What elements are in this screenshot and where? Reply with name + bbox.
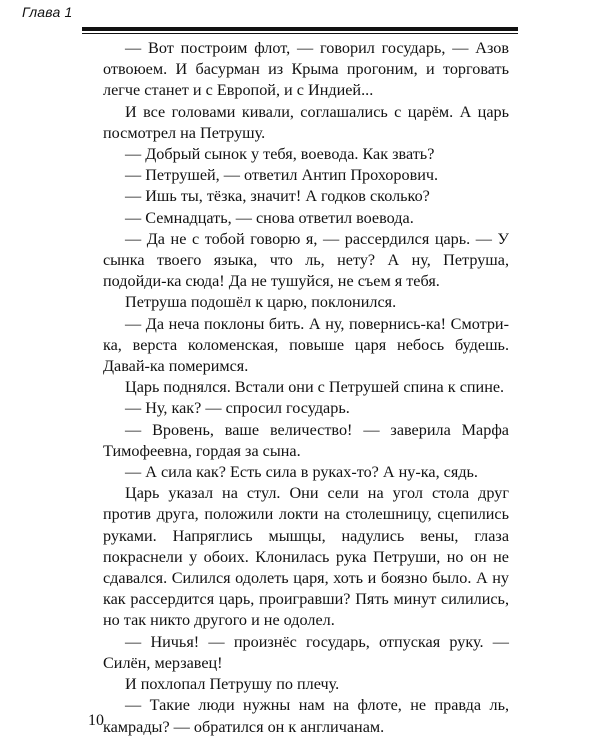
paragraph: Царь указал на стул. Они сели на угол стола друг против друга, положили локти на столешницу, сцепились руками. Напряглись мышцы, надулись вены, глаза покраснели у обоих. Клонилась рука Петруши, но он не сдавался. Силился одолеть царя, хоть и боязно было. А ну как рассердится царь, проигравши? Пять минут силились, но так никто другого и не одолел.: [103, 484, 509, 630]
paragraph: — Да не с тобой говорю я, — рассердился царь. — У сынка твоего языка, что ль, нету? А ну, Петруша, подойди-ка сюда! Да не тушуйся, не съем я тебя.: [103, 229, 509, 291]
paragraph: — Ишь ты, тёзка, значит! А годков сколько?: [125, 187, 430, 206]
paragraph: — А сила как? Есть сила в руках-то? А ну-ка, сядь.: [125, 463, 478, 482]
paragraph: — Добрый сынок у тебя, воевода. Как звать?: [125, 145, 435, 164]
paragraph: Царь поднялся. Встали они с Петрушей спина к спине.: [125, 378, 505, 397]
paragraph: — Вот построим флот, — говорил государь, — Азов отвоюем. И басурман из Крыма прогоним, и торговать легче станет и с Европой, и с Индией...: [103, 39, 509, 100]
paragraph: — Семнадцать, — снова ответил воевода.: [125, 208, 414, 227]
paragraph: — Вровень, ваше величество! — заверила Марфа Тимофеевна, гордая за сына.: [103, 420, 509, 460]
header-rule-thick: [82, 27, 518, 31]
paragraph: — Петрушей, — ответил Антип Прохорович.: [125, 166, 439, 185]
body-text: [103, 38, 509, 738]
paragraph: — Да неча поклоны бить. А ну, повернись-ка! Смотри-ка, верста коломенская, повыше царя небось будешь. Давай-ка померимся.: [103, 314, 509, 376]
paragraph: И похлопал Петрушу по плечу.: [125, 675, 340, 694]
page-number: 10: [88, 712, 104, 729]
paragraph: — Такие люди нужны нам на флоте, не правда ль, камрады? — обратился он к англичанам.: [103, 696, 509, 736]
paragraph: — Ничья! — произнёс государь, отпуская руку. — Силён, мерзавец!: [103, 632, 509, 672]
header-rule-thin: [82, 33, 518, 34]
chapter-running-head: Глава 1: [22, 4, 73, 20]
paragraph: Петруша подошёл к царю, поклонился.: [125, 293, 397, 312]
paragraph: И все головами кивали, соглашались с царём. А царь посмотрел на Петрушу.: [103, 102, 509, 142]
paragraph: — Ну, как? — спросил государь.: [125, 399, 350, 418]
